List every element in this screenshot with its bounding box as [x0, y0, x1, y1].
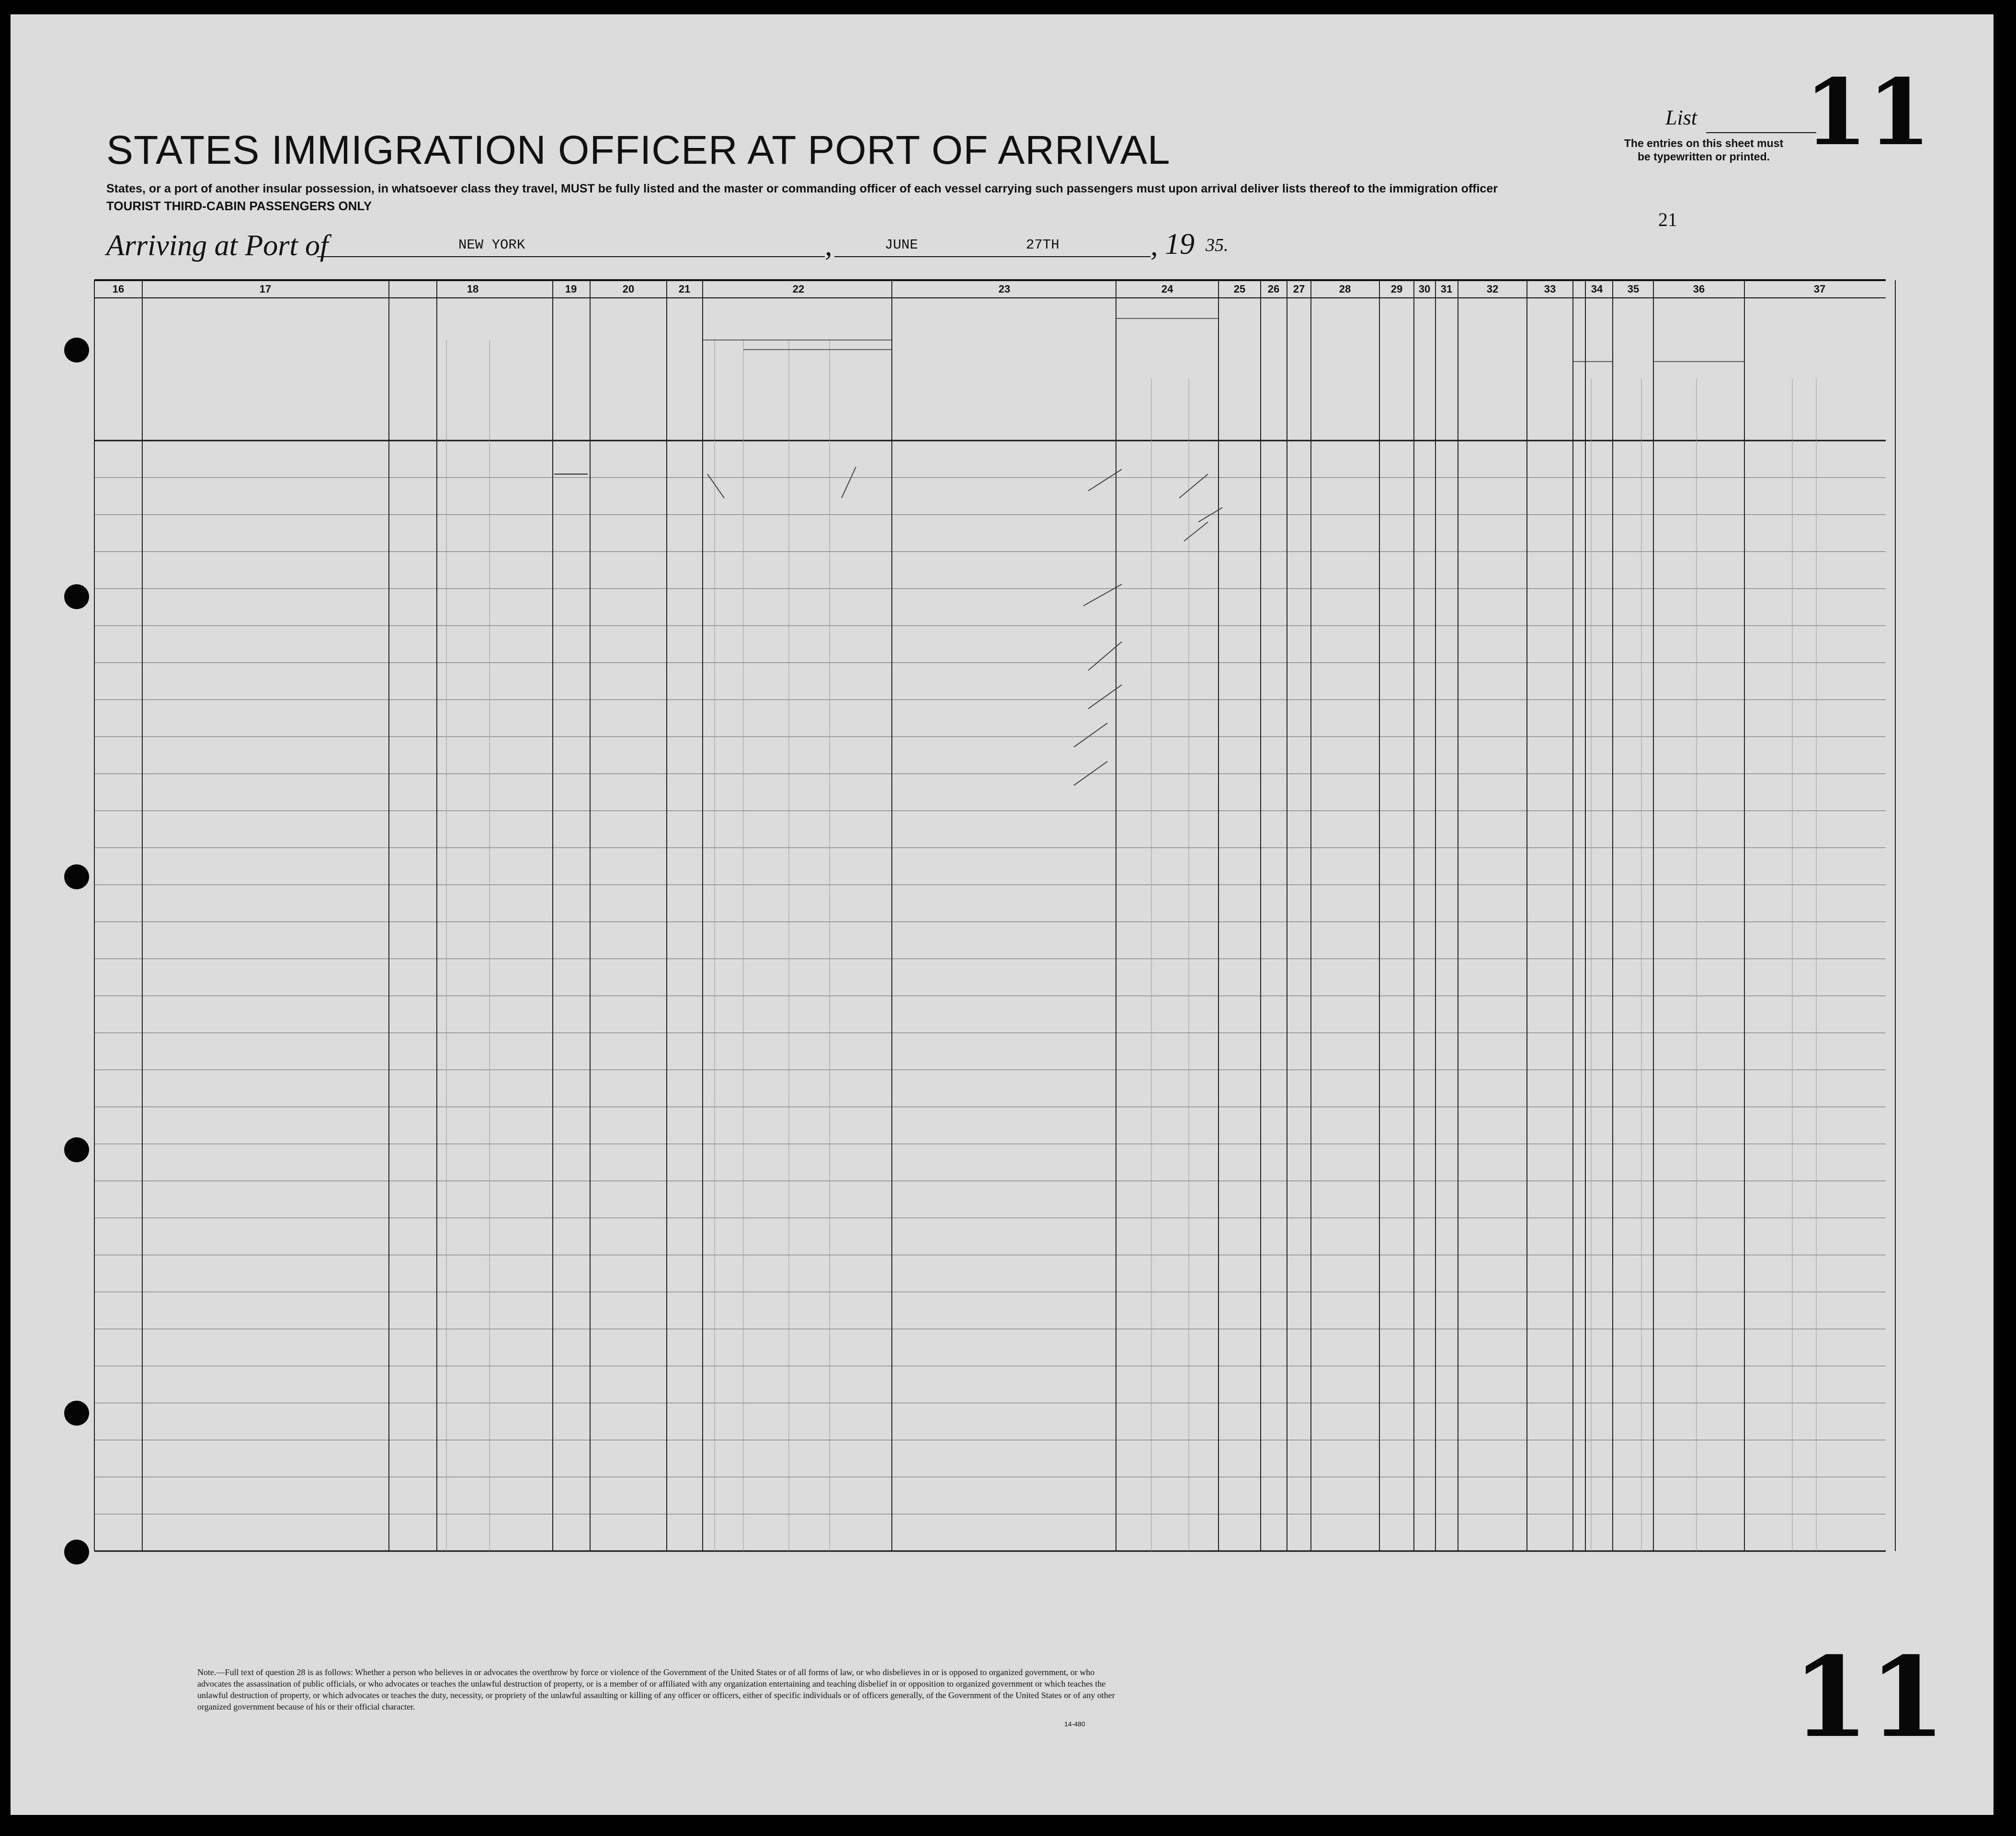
column-number-20: 20: [622, 283, 635, 295]
binder-hole: [64, 1401, 89, 1426]
column-number-22: 22: [792, 283, 805, 295]
column-number-26: 26: [1267, 283, 1280, 295]
column-number-18: 18: [467, 283, 479, 295]
list-number: 11: [1804, 59, 1931, 166]
binder-hole: [64, 584, 89, 609]
column-number-31: 31: [1440, 283, 1453, 295]
pen-tick: [1184, 522, 1208, 541]
footnote: Note.—Full text of question 28 is as follows: Whether a person who believes in or advocates the overthrow by force or violence of the Government of the United States or of all forms of law, or who disbelieves in or is opposed to organized government, or who advocates the assassination of public officials, or who advocates or teaches the unlawful destruction of property, or is a member of or affiliated with any organization entertaining and teaching disbelief in or opposition to organized government or which teaches the unlawful destruction of property, or which advocates or teaches the duty, necessity, or propriety of the unlawful assaulting or killing of any officer or officers, either of specific individuals or of officers generally, of the Government of the United States or of any other organized government because of his or their official character.: [197, 1667, 1115, 1711]
pen-tick: [1088, 469, 1122, 491]
column-number-30: 30: [1418, 283, 1431, 295]
form-number: 14-480: [1064, 1720, 1085, 1728]
column-number-17: 17: [259, 283, 272, 295]
arriving-label: Arriving at Port of: [106, 229, 329, 262]
year-suffix: 35.: [1206, 235, 1229, 255]
column-number-19: 19: [565, 283, 577, 295]
pen-tick: [1074, 723, 1107, 747]
column-number-33: 33: [1544, 283, 1556, 295]
typewriter-instruction: The entries on this sheet must be typewritten or printed.: [1624, 137, 1784, 163]
binder-hole: [64, 1137, 89, 1162]
form-title: STATES IMMIGRATION OFFICER AT PORT OF ARRIVAL: [106, 127, 1171, 172]
date-rule: [834, 256, 1150, 257]
column-number-29: 29: [1390, 283, 1403, 295]
pen-tick: [1088, 685, 1122, 709]
list-rule: [1706, 132, 1816, 133]
form-subtitle: States, or a port of another insular possession, in whatsoever class they travel, MUST be fully listed and the master or commanding officer of each vessel carrying such passengers must upon arrival deliver lists thereof to the immigration officer: [106, 182, 1498, 195]
column-number-37: 37: [1813, 283, 1826, 295]
column-number-27: 27: [1293, 283, 1305, 295]
column-number-25: 25: [1233, 283, 1246, 295]
year-prefix: 19: [1165, 228, 1195, 261]
binder-hole: [64, 864, 89, 889]
column-number-36: 36: [1693, 283, 1705, 295]
manifest-sheet: STATES IMMIGRATION OFFICER AT PORT OF ARRIVAL States, or a port of another insular possession, in whatsoever class they travel, MUST be fully listed and the master or commanding officer of each vessel carrying such passengers must upon arrival deliver lists thereof to the immigration officer TOURIST THIRD-CABIN PASSENGERS ONLY Arriving at Port of NEW YORK , JUNE 27TH , 19 35. 21 List 11 The entries on this sheet must be typewritten or printed. 16 17 18 19 20 21 22 23 24 25 26 27 28 29 30 31 32 33 34 35 36 37 Note.—Full text of question 28 is as follows: Whether a person who believes in or advocates the overthrow by force or violence of the Government of the United States or of all forms of law, or who disbelieves in or is opposed to organized government, or who advocates the assassination of public officials, or who advocates or teaches the unlawful destruction of property, or is a member of or affiliated with any organization entertaining and teaching disbelief in or opposition to organized government or which teaches the unlawful destruction of property, or which advocates or teaches the duty, necessity, or propriety of the unlawful assaulting or killing of any officer or officers, either of specific individuals or of officers generally, of the Government of the United States or of any other organized government because of his or their official character. 14-480 11: [11, 14, 1993, 1815]
pen-tick: [842, 467, 856, 498]
pen-tick: [1088, 642, 1122, 670]
column-number-28: 28: [1339, 283, 1351, 295]
column-number-35: 35: [1627, 283, 1640, 295]
column-number-23: 23: [998, 283, 1011, 295]
column-number-16: 16: [112, 283, 125, 295]
binder-hole: [64, 1540, 89, 1564]
column-number-32: 32: [1486, 283, 1499, 295]
arrival-day: 27TH: [1026, 237, 1059, 253]
column-number-24: 24: [1161, 283, 1173, 295]
class-line: TOURIST THIRD-CABIN PASSENGERS ONLY: [106, 199, 372, 213]
port-name: NEW YORK: [458, 237, 525, 253]
arrival-month: JUNE: [885, 237, 918, 253]
page-number: 21: [1658, 209, 1677, 230]
column-number-21: 21: [678, 283, 691, 295]
corner-mark: 11: [1792, 1633, 1946, 1762]
binder-hole: [64, 338, 89, 363]
column-number-34: 34: [1591, 283, 1603, 295]
list-label: List: [1665, 106, 1697, 129]
port-rule: [317, 256, 825, 257]
